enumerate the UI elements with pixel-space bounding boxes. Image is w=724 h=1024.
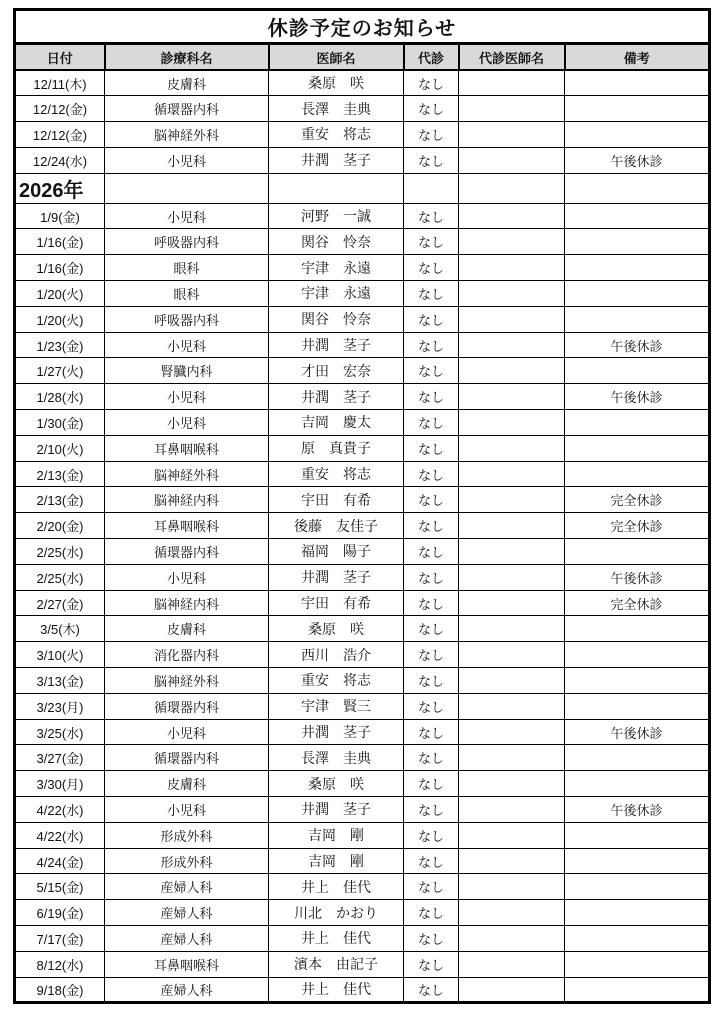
note-cell [565, 410, 710, 436]
date-cell: 1/30(金) [15, 410, 105, 436]
date-cell: 12/12(金) [15, 96, 105, 122]
substitute-cell: なし [404, 848, 459, 874]
date-cell: 3/13(金) [15, 668, 105, 694]
date-cell: 1/20(火) [15, 281, 105, 307]
note-cell [565, 822, 710, 848]
date-cell: 2/10(火) [15, 435, 105, 461]
table-row [15, 96, 710, 122]
date-cell: 2/25(水) [15, 539, 105, 565]
table-row [15, 797, 710, 823]
col-header-department: 診療科名 [105, 44, 269, 71]
table-row [15, 564, 710, 590]
substitute-doctor-cell [459, 926, 565, 952]
department-cell: 脳神経外科 [105, 668, 269, 694]
table-row [15, 358, 710, 384]
department-cell: 小児科 [105, 203, 269, 229]
date-cell: 3/25(水) [15, 719, 105, 745]
substitute-doctor-cell [459, 616, 565, 642]
substitute-doctor-cell [459, 590, 565, 616]
note-cell: 午後休診 [565, 384, 710, 410]
department-cell: 脳神経内科 [105, 487, 269, 513]
substitute-cell: なし [404, 951, 459, 977]
department-cell: 小児科 [105, 797, 269, 823]
date-cell: 6/19(金) [15, 900, 105, 926]
doctor-name-cell: 吉岡 剛 [269, 848, 404, 874]
substitute-doctor-cell [459, 358, 565, 384]
note-cell [565, 693, 710, 719]
table-row [15, 848, 710, 874]
date-cell: 12/24(水) [15, 147, 105, 173]
doctor-name-cell: 重安 将志 [269, 668, 404, 694]
note-cell [565, 306, 710, 332]
doctor-name-cell: 重安 将志 [269, 122, 404, 148]
substitute-cell: なし [404, 410, 459, 436]
substitute-doctor-cell [459, 461, 565, 487]
substitute-cell: なし [404, 719, 459, 745]
note-cell [565, 668, 710, 694]
table-row [15, 410, 710, 436]
date-cell: 3/23(月) [15, 693, 105, 719]
table-row [15, 668, 710, 694]
doctor-name-cell: 桑原 咲 [269, 616, 404, 642]
substitute-doctor-cell [459, 384, 565, 410]
table-row [15, 926, 710, 952]
doctor-name-cell: 濱本 由記子 [269, 951, 404, 977]
substitute-doctor-cell [459, 951, 565, 977]
doctor-name-cell: 井上 佳代 [269, 926, 404, 952]
substitute-doctor-cell [459, 822, 565, 848]
substitute-cell: なし [404, 668, 459, 694]
doctor-name-cell: 関谷 怜奈 [269, 306, 404, 332]
doctor-name-cell: 福岡 陽子 [269, 539, 404, 565]
substitute-cell: なし [404, 874, 459, 900]
substitute-doctor-cell [459, 70, 565, 96]
doctor-name-cell: 長澤 圭典 [269, 745, 404, 771]
substitute-cell: なし [404, 122, 459, 148]
substitute-doctor-cell [459, 306, 565, 332]
substitute-doctor-cell [459, 147, 565, 173]
note-cell [565, 977, 710, 1003]
col-header-substitute: 代診 [404, 44, 459, 71]
substitute-cell: なし [404, 306, 459, 332]
department-cell: 小児科 [105, 564, 269, 590]
table-row [15, 771, 710, 797]
page-title: 休診予定のお知らせ [15, 10, 710, 44]
department-cell: 産婦人科 [105, 926, 269, 952]
date-cell: 2026年 [15, 173, 105, 203]
substitute-cell: なし [404, 487, 459, 513]
note-cell: 完全休診 [565, 513, 710, 539]
doctor-name-cell: 才田 宏奈 [269, 358, 404, 384]
table-row [15, 719, 710, 745]
date-cell: 3/27(金) [15, 745, 105, 771]
department-cell: 循環器内科 [105, 693, 269, 719]
date-cell: 3/10(火) [15, 642, 105, 668]
substitute-cell: なし [404, 70, 459, 96]
substitute-cell: なし [404, 745, 459, 771]
doctor-name-cell: 宇津 永遠 [269, 255, 404, 281]
doctor-name-cell: 河野 一誠 [269, 203, 404, 229]
date-cell: 8/12(水) [15, 951, 105, 977]
doctor-name-cell: 宇田 有希 [269, 590, 404, 616]
table-row [15, 487, 710, 513]
note-cell [565, 173, 710, 203]
date-cell: 9/18(金) [15, 977, 105, 1003]
note-cell [565, 900, 710, 926]
doctor-name-cell: 桑原 咲 [269, 70, 404, 96]
substitute-doctor-cell [459, 900, 565, 926]
substitute-doctor-cell [459, 122, 565, 148]
substitute-doctor-cell [459, 668, 565, 694]
department-cell: 皮膚科 [105, 771, 269, 797]
col-header-doctor: 医師名 [269, 44, 404, 71]
table-header-row [15, 44, 710, 71]
doctor-name-cell: 吉岡 剛 [269, 822, 404, 848]
doctor-name-cell: 井潤 茎子 [269, 797, 404, 823]
table-row [15, 147, 710, 173]
department-cell: 循環器内科 [105, 539, 269, 565]
table-row [15, 203, 710, 229]
department-cell: 小児科 [105, 719, 269, 745]
date-cell: 1/23(金) [15, 332, 105, 358]
note-cell: 午後休診 [565, 719, 710, 745]
closure-schedule-table [13, 8, 711, 1004]
substitute-doctor-cell [459, 745, 565, 771]
doctor-name-cell: 井潤 茎子 [269, 564, 404, 590]
substitute-cell: なし [404, 255, 459, 281]
table-row [15, 384, 710, 410]
doctor-name-cell: 桑原 咲 [269, 771, 404, 797]
substitute-cell: なし [404, 203, 459, 229]
substitute-cell: なし [404, 358, 459, 384]
table-body [15, 70, 710, 1003]
department-cell: 耳鼻咽喉科 [105, 951, 269, 977]
department-cell: 耳鼻咽喉科 [105, 513, 269, 539]
note-cell [565, 70, 710, 96]
table-row [15, 229, 710, 255]
table-row [15, 513, 710, 539]
doctor-name-cell [269, 173, 404, 203]
doctor-name-cell: 後藤 友佳子 [269, 513, 404, 539]
doctor-name-cell: 井上 佳代 [269, 874, 404, 900]
table-row [15, 745, 710, 771]
substitute-cell: なし [404, 229, 459, 255]
department-cell: 眼科 [105, 281, 269, 307]
substitute-cell: なし [404, 926, 459, 952]
table-row [15, 306, 710, 332]
department-cell: 脳神経外科 [105, 122, 269, 148]
substitute-doctor-cell [459, 977, 565, 1003]
date-cell: 12/12(金) [15, 122, 105, 148]
note-cell [565, 281, 710, 307]
department-cell [105, 173, 269, 203]
department-cell: 小児科 [105, 332, 269, 358]
col-header-note: 備考 [565, 44, 710, 71]
note-cell: 午後休診 [565, 147, 710, 173]
department-cell: 循環器内科 [105, 745, 269, 771]
substitute-cell: なし [404, 564, 459, 590]
substitute-cell: なし [404, 616, 459, 642]
doctor-name-cell: 井上 佳代 [269, 977, 404, 1003]
date-cell: 1/9(金) [15, 203, 105, 229]
date-cell: 1/28(水) [15, 384, 105, 410]
doctor-name-cell: 井潤 茎子 [269, 719, 404, 745]
table-row [15, 900, 710, 926]
substitute-cell: なし [404, 384, 459, 410]
substitute-doctor-cell [459, 771, 565, 797]
date-cell: 5/15(金) [15, 874, 105, 900]
date-cell: 2/27(金) [15, 590, 105, 616]
doctor-name-cell: 井潤 茎子 [269, 147, 404, 173]
department-cell: 皮膚科 [105, 616, 269, 642]
substitute-doctor-cell [459, 874, 565, 900]
title-row [15, 10, 710, 44]
date-cell: 4/22(水) [15, 822, 105, 848]
table-row [15, 642, 710, 668]
note-cell: 午後休診 [565, 332, 710, 358]
note-cell [565, 926, 710, 952]
table-row [15, 590, 710, 616]
department-cell: 脳神経内科 [105, 590, 269, 616]
table-row [15, 70, 710, 96]
date-cell: 12/11(木) [15, 70, 105, 96]
department-cell: 循環器内科 [105, 96, 269, 122]
doctor-name-cell: 吉岡 慶太 [269, 410, 404, 436]
table-row [15, 616, 710, 642]
substitute-doctor-cell [459, 642, 565, 668]
substitute-doctor-cell [459, 539, 565, 565]
date-cell: 4/24(金) [15, 848, 105, 874]
department-cell: 小児科 [105, 147, 269, 173]
doctor-name-cell: 重安 将志 [269, 461, 404, 487]
doctor-name-cell: 宇津 永遠 [269, 281, 404, 307]
substitute-doctor-cell [459, 203, 565, 229]
table-row [15, 461, 710, 487]
date-cell: 2/13(金) [15, 487, 105, 513]
year-divider-row [15, 173, 710, 203]
doctor-name-cell: 井潤 茎子 [269, 384, 404, 410]
substitute-doctor-cell [459, 797, 565, 823]
substitute-cell: なし [404, 797, 459, 823]
date-cell: 3/30(月) [15, 771, 105, 797]
substitute-cell: なし [404, 435, 459, 461]
department-cell: 耳鼻咽喉科 [105, 435, 269, 461]
note-cell [565, 461, 710, 487]
table-row [15, 122, 710, 148]
doctor-name-cell: 宇田 有希 [269, 487, 404, 513]
substitute-cell: なし [404, 281, 459, 307]
department-cell: 皮膚科 [105, 70, 269, 96]
department-cell: 形成外科 [105, 848, 269, 874]
substitute-cell: なし [404, 539, 459, 565]
table-row [15, 977, 710, 1003]
note-cell [565, 122, 710, 148]
substitute-cell [404, 173, 459, 203]
substitute-doctor-cell [459, 281, 565, 307]
department-cell: 脳神経外科 [105, 461, 269, 487]
table-row [15, 435, 710, 461]
date-cell: 2/25(水) [15, 564, 105, 590]
department-cell: 眼科 [105, 255, 269, 281]
note-cell [565, 951, 710, 977]
substitute-cell: なし [404, 590, 459, 616]
substitute-doctor-cell [459, 173, 565, 203]
doctor-name-cell: 川北 かおり [269, 900, 404, 926]
date-cell: 3/5(木) [15, 616, 105, 642]
col-header-substitute-doctor: 代診医師名 [459, 44, 565, 71]
substitute-doctor-cell [459, 332, 565, 358]
substitute-cell: なし [404, 332, 459, 358]
note-cell [565, 771, 710, 797]
doctor-name-cell: 西川 浩介 [269, 642, 404, 668]
doctor-name-cell: 長澤 圭典 [269, 96, 404, 122]
table-row [15, 951, 710, 977]
date-cell: 1/20(火) [15, 306, 105, 332]
substitute-doctor-cell [459, 487, 565, 513]
note-cell [565, 96, 710, 122]
date-cell: 1/16(金) [15, 255, 105, 281]
date-cell: 2/13(金) [15, 461, 105, 487]
substitute-doctor-cell [459, 513, 565, 539]
substitute-cell: なし [404, 900, 459, 926]
date-cell: 7/17(金) [15, 926, 105, 952]
note-cell [565, 358, 710, 384]
doctor-name-cell: 宇津 賢三 [269, 693, 404, 719]
department-cell: 小児科 [105, 384, 269, 410]
table-row [15, 255, 710, 281]
note-cell [565, 745, 710, 771]
substitute-doctor-cell [459, 693, 565, 719]
date-cell: 1/16(金) [15, 229, 105, 255]
table-row [15, 332, 710, 358]
department-cell: 小児科 [105, 410, 269, 436]
note-cell [565, 539, 710, 565]
table-row [15, 539, 710, 565]
note-cell [565, 874, 710, 900]
substitute-doctor-cell [459, 848, 565, 874]
substitute-cell: なし [404, 461, 459, 487]
note-cell: 午後休診 [565, 564, 710, 590]
table-row [15, 822, 710, 848]
substitute-doctor-cell [459, 564, 565, 590]
substitute-doctor-cell [459, 410, 565, 436]
department-cell: 消化器内科 [105, 642, 269, 668]
substitute-cell: なし [404, 96, 459, 122]
substitute-cell: なし [404, 771, 459, 797]
substitute-cell: なし [404, 642, 459, 668]
department-cell: 産婦人科 [105, 977, 269, 1003]
substitute-cell: なし [404, 822, 459, 848]
table-row [15, 874, 710, 900]
col-header-date: 日付 [15, 44, 105, 71]
table-row [15, 693, 710, 719]
department-cell: 腎臓内科 [105, 358, 269, 384]
doctor-name-cell: 原 真貴子 [269, 435, 404, 461]
table-row [15, 281, 710, 307]
note-cell: 完全休診 [565, 487, 710, 513]
date-cell: 1/27(火) [15, 358, 105, 384]
department-cell: 産婦人科 [105, 874, 269, 900]
doctor-name-cell: 井潤 茎子 [269, 332, 404, 358]
note-cell [565, 435, 710, 461]
substitute-doctor-cell [459, 435, 565, 461]
department-cell: 呼吸器内科 [105, 306, 269, 332]
substitute-cell: なし [404, 977, 459, 1003]
department-cell: 産婦人科 [105, 900, 269, 926]
substitute-doctor-cell [459, 255, 565, 281]
substitute-doctor-cell [459, 719, 565, 745]
note-cell [565, 229, 710, 255]
department-cell: 形成外科 [105, 822, 269, 848]
date-cell: 4/22(水) [15, 797, 105, 823]
doctor-name-cell: 関谷 怜奈 [269, 229, 404, 255]
note-cell: 午後休診 [565, 797, 710, 823]
substitute-doctor-cell [459, 96, 565, 122]
substitute-cell: なし [404, 147, 459, 173]
department-cell: 呼吸器内科 [105, 229, 269, 255]
date-cell: 2/20(金) [15, 513, 105, 539]
note-cell [565, 642, 710, 668]
substitute-cell: なし [404, 513, 459, 539]
note-cell [565, 616, 710, 642]
note-cell [565, 203, 710, 229]
substitute-doctor-cell [459, 229, 565, 255]
note-cell: 完全休診 [565, 590, 710, 616]
substitute-cell: なし [404, 693, 459, 719]
note-cell [565, 255, 710, 281]
note-cell [565, 848, 710, 874]
